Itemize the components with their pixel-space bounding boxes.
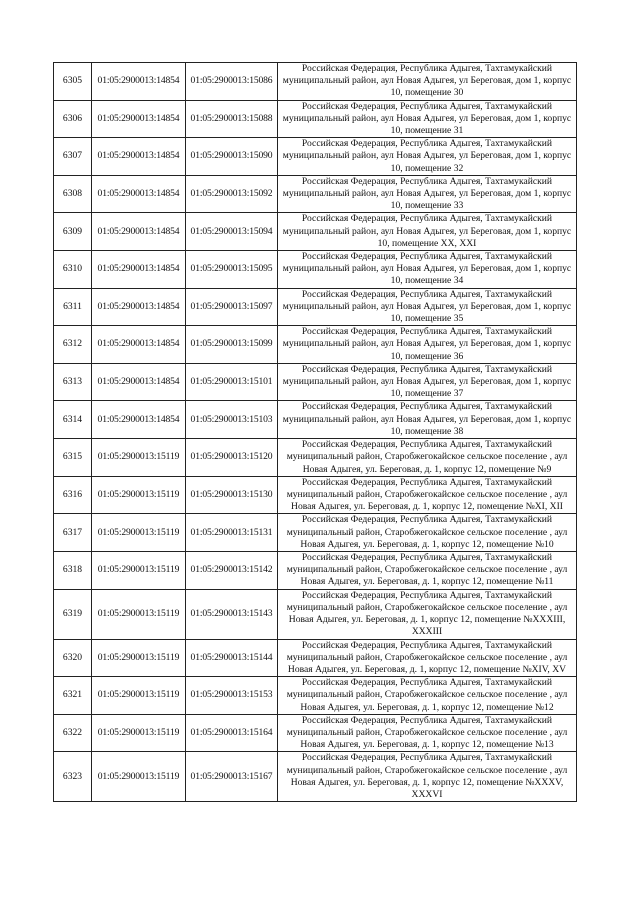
table-row bbox=[54, 363, 577, 401]
address-cell: Российская Федерация, Республика Адыгея, Тахтамукайский муниципальный район, аул Новая Адыгея, ул Береговая, дом 1, корпус 10, помещение 35 bbox=[278, 288, 577, 326]
address-cell: Российская Федерация, Республика Адыгея, Тахтамукайский муниципальный район, аул Новая Адыгея, ул Береговая, дом 1, корпус 10, помещение 31 bbox=[278, 100, 577, 138]
cadastral-number-cell: 01:05:2900013:15153 bbox=[186, 677, 278, 715]
address-cell: Российская Федерация, Республика Адыгея, Тахтамукайский муниципальный район, Старобжегокайское сельское поселение , аул Новая Адыгея, ул. Береговая, д. 1, корпус 12, помещение №XXXIII, XXXIII bbox=[278, 589, 577, 639]
address-cell: Российская Федерация, Республика Адыгея, Тахтамукайский муниципальный район, Старобжегокайское сельское поселение , аул Новая Адыгея, ул. Береговая, д. 1, корпус 12, помещение №12 bbox=[278, 677, 577, 715]
table-row bbox=[54, 401, 577, 439]
cadastral-number-cell: 01:05:2900013:15090 bbox=[186, 138, 278, 176]
address-cell: Российская Федерация, Республика Адыгея, Тахтамукайский муниципальный район, Старобжегокайское сельское поселение , аул Новая Адыгея, ул. Береговая, д. 1, корпус 12, помещение №10 bbox=[278, 514, 577, 552]
table-row bbox=[54, 288, 577, 326]
table-row bbox=[54, 589, 577, 639]
table-row bbox=[54, 138, 577, 176]
row-number-cell: 6318 bbox=[54, 551, 92, 589]
cadastral-number-cell: 01:05:2900013:15130 bbox=[186, 476, 278, 514]
row-number-cell: 6306 bbox=[54, 100, 92, 138]
parent-cadastral-number-cell: 01:05:2900013:14854 bbox=[92, 401, 186, 439]
parent-cadastral-number-cell: 01:05:2900013:14854 bbox=[92, 363, 186, 401]
row-number-cell: 6307 bbox=[54, 138, 92, 176]
address-cell: Российская Федерация, Республика Адыгея, Тахтамукайский муниципальный район, Старобжегокайское сельское поселение , аул Новая Адыгея, ул. Береговая, д. 1, корпус 12, помещение №13 bbox=[278, 714, 577, 752]
row-number-cell: 6312 bbox=[54, 326, 92, 364]
table-row bbox=[54, 213, 577, 251]
address-cell: Российская Федерация, Республика Адыгея, Тахтамукайский муниципальный район, аул Новая Адыгея, ул Береговая, дом 1, корпус 10, помещение 33 bbox=[278, 175, 577, 213]
address-cell: Российская Федерация, Республика Адыгея, Тахтамукайский муниципальный район, аул Новая Адыгея, ул Береговая, дом 1, корпус 10, помещение XX, XXI bbox=[278, 213, 577, 251]
address-cell: Российская Федерация, Республика Адыгея, Тахтамукайский муниципальный район, Старобжегокайское сельское поселение , аул Новая Адыгея, ул. Береговая, д. 1, корпус 12, помещение №11 bbox=[278, 551, 577, 589]
row-number-cell: 6315 bbox=[54, 439, 92, 477]
table-row bbox=[54, 251, 577, 289]
table-row bbox=[54, 714, 577, 752]
row-number-cell: 6320 bbox=[54, 639, 92, 677]
row-number-cell: 6321 bbox=[54, 677, 92, 715]
row-number-cell: 6314 bbox=[54, 401, 92, 439]
row-number-cell: 6323 bbox=[54, 752, 92, 802]
parent-cadastral-number-cell: 01:05:2900013:14854 bbox=[92, 138, 186, 176]
parent-cadastral-number-cell: 01:05:2900013:14854 bbox=[92, 175, 186, 213]
parent-cadastral-number-cell: 01:05:2900013:15119 bbox=[92, 714, 186, 752]
row-number-cell: 6319 bbox=[54, 589, 92, 639]
cadastral-number-cell: 01:05:2900013:15086 bbox=[186, 63, 278, 101]
parent-cadastral-number-cell: 01:05:2900013:14854 bbox=[92, 251, 186, 289]
address-cell: Российская Федерация, Республика Адыгея, Тахтамукайский муниципальный район, аул Новая Адыгея, ул Береговая, дом 1, корпус 10, помещение 36 bbox=[278, 326, 577, 364]
cadastral-number-cell: 01:05:2900013:15092 bbox=[186, 175, 278, 213]
address-cell: Российская Федерация, Республика Адыгея, Тахтамукайский муниципальный район, Старобжегокайское сельское поселение , аул Новая Адыгея, ул. Береговая, д. 1, корпус 12, помещение №XI, XII bbox=[278, 476, 577, 514]
parent-cadastral-number-cell: 01:05:2900013:15119 bbox=[92, 639, 186, 677]
row-number-cell: 6310 bbox=[54, 251, 92, 289]
row-number-cell: 6308 bbox=[54, 175, 92, 213]
address-cell: Российская Федерация, Республика Адыгея, Тахтамукайский муниципальный район, аул Новая Адыгея, ул Береговая, дом 1, корпус 10, помещение 37 bbox=[278, 363, 577, 401]
parent-cadastral-number-cell: 01:05:2900013:14854 bbox=[92, 326, 186, 364]
address-cell: Российская Федерация, Республика Адыгея, Тахтамукайский муниципальный район, аул Новая Адыгея, ул Береговая, дом 1, корпус 10, помещение 38 bbox=[278, 401, 577, 439]
cadastral-number-cell: 01:05:2900013:15167 bbox=[186, 752, 278, 802]
address-cell: Российская Федерация, Республика Адыгея, Тахтамукайский муниципальный район, аул Новая Адыгея, ул Береговая, дом 1, корпус 10, помещение 34 bbox=[278, 251, 577, 289]
cadastral-number-cell: 01:05:2900013:15120 bbox=[186, 439, 278, 477]
parent-cadastral-number-cell: 01:05:2900013:15119 bbox=[92, 514, 186, 552]
row-number-cell: 6317 bbox=[54, 514, 92, 552]
cadastral-number-cell: 01:05:2900013:15094 bbox=[186, 213, 278, 251]
parent-cadastral-number-cell: 01:05:2900013:14854 bbox=[92, 100, 186, 138]
table-row bbox=[54, 63, 577, 101]
address-cell: Российская Федерация, Республика Адыгея, Тахтамукайский муниципальный район, Старобжегокайское сельское поселение , аул Новая Адыгея, ул. Береговая, д. 1, корпус 12, помещение №9 bbox=[278, 439, 577, 477]
row-number-cell: 6316 bbox=[54, 476, 92, 514]
table-row bbox=[54, 439, 577, 477]
cadastral-number-cell: 01:05:2900013:15088 bbox=[186, 100, 278, 138]
address-cell: Российская Федерация, Республика Адыгея, Тахтамукайский муниципальный район, аул Новая Адыгея, ул Береговая, дом 1, корпус 10, помещение 30 bbox=[278, 63, 577, 101]
table-row bbox=[54, 752, 577, 802]
table-row bbox=[54, 551, 577, 589]
cadastral-number-cell: 01:05:2900013:15101 bbox=[186, 363, 278, 401]
parent-cadastral-number-cell: 01:05:2900013:15119 bbox=[92, 476, 186, 514]
cadastral-number-cell: 01:05:2900013:15143 bbox=[186, 589, 278, 639]
table-row bbox=[54, 326, 577, 364]
address-cell: Российская Федерация, Республика Адыгея, Тахтамукайский муниципальный район, Старобжегокайское сельское поселение , аул Новая Адыгея, ул. Береговая, д. 1, корпус 12, помещение №XIV, XV bbox=[278, 639, 577, 677]
row-number-cell: 6311 bbox=[54, 288, 92, 326]
row-number-cell: 6309 bbox=[54, 213, 92, 251]
table-body bbox=[54, 63, 577, 802]
parent-cadastral-number-cell: 01:05:2900013:14854 bbox=[92, 213, 186, 251]
cadastral-number-cell: 01:05:2900013:15131 bbox=[186, 514, 278, 552]
parent-cadastral-number-cell: 01:05:2900013:15119 bbox=[92, 752, 186, 802]
address-cell: Российская Федерация, Республика Адыгея, Тахтамукайский муниципальный район, аул Новая Адыгея, ул Береговая, дом 1, корпус 10, помещение 32 bbox=[278, 138, 577, 176]
table-row bbox=[54, 100, 577, 138]
table-row bbox=[54, 677, 577, 715]
row-number-cell: 6305 bbox=[54, 63, 92, 101]
row-number-cell: 6322 bbox=[54, 714, 92, 752]
cadastral-number-cell: 01:05:2900013:15144 bbox=[186, 639, 278, 677]
cadastral-number-cell: 01:05:2900013:15095 bbox=[186, 251, 278, 289]
row-number-cell: 6313 bbox=[54, 363, 92, 401]
parent-cadastral-number-cell: 01:05:2900013:15119 bbox=[92, 439, 186, 477]
cadastral-registry-table bbox=[53, 62, 577, 802]
parent-cadastral-number-cell: 01:05:2900013:14854 bbox=[92, 288, 186, 326]
parent-cadastral-number-cell: 01:05:2900013:14854 bbox=[92, 63, 186, 101]
table-row bbox=[54, 175, 577, 213]
table-row bbox=[54, 639, 577, 677]
table-row bbox=[54, 514, 577, 552]
cadastral-number-cell: 01:05:2900013:15142 bbox=[186, 551, 278, 589]
address-cell: Российская Федерация, Республика Адыгея, Тахтамукайский муниципальный район, Старобжегокайское сельское поселение , аул Новая Адыгея, ул. Береговая, д. 1, корпус 12, помещение №XXXV, XXXVI bbox=[278, 752, 577, 802]
cadastral-number-cell: 01:05:2900013:15103 bbox=[186, 401, 278, 439]
parent-cadastral-number-cell: 01:05:2900013:15119 bbox=[92, 551, 186, 589]
table-row bbox=[54, 476, 577, 514]
parent-cadastral-number-cell: 01:05:2900013:15119 bbox=[92, 589, 186, 639]
cadastral-number-cell: 01:05:2900013:15099 bbox=[186, 326, 278, 364]
parent-cadastral-number-cell: 01:05:2900013:15119 bbox=[92, 677, 186, 715]
cadastral-number-cell: 01:05:2900013:15164 bbox=[186, 714, 278, 752]
cadastral-number-cell: 01:05:2900013:15097 bbox=[186, 288, 278, 326]
